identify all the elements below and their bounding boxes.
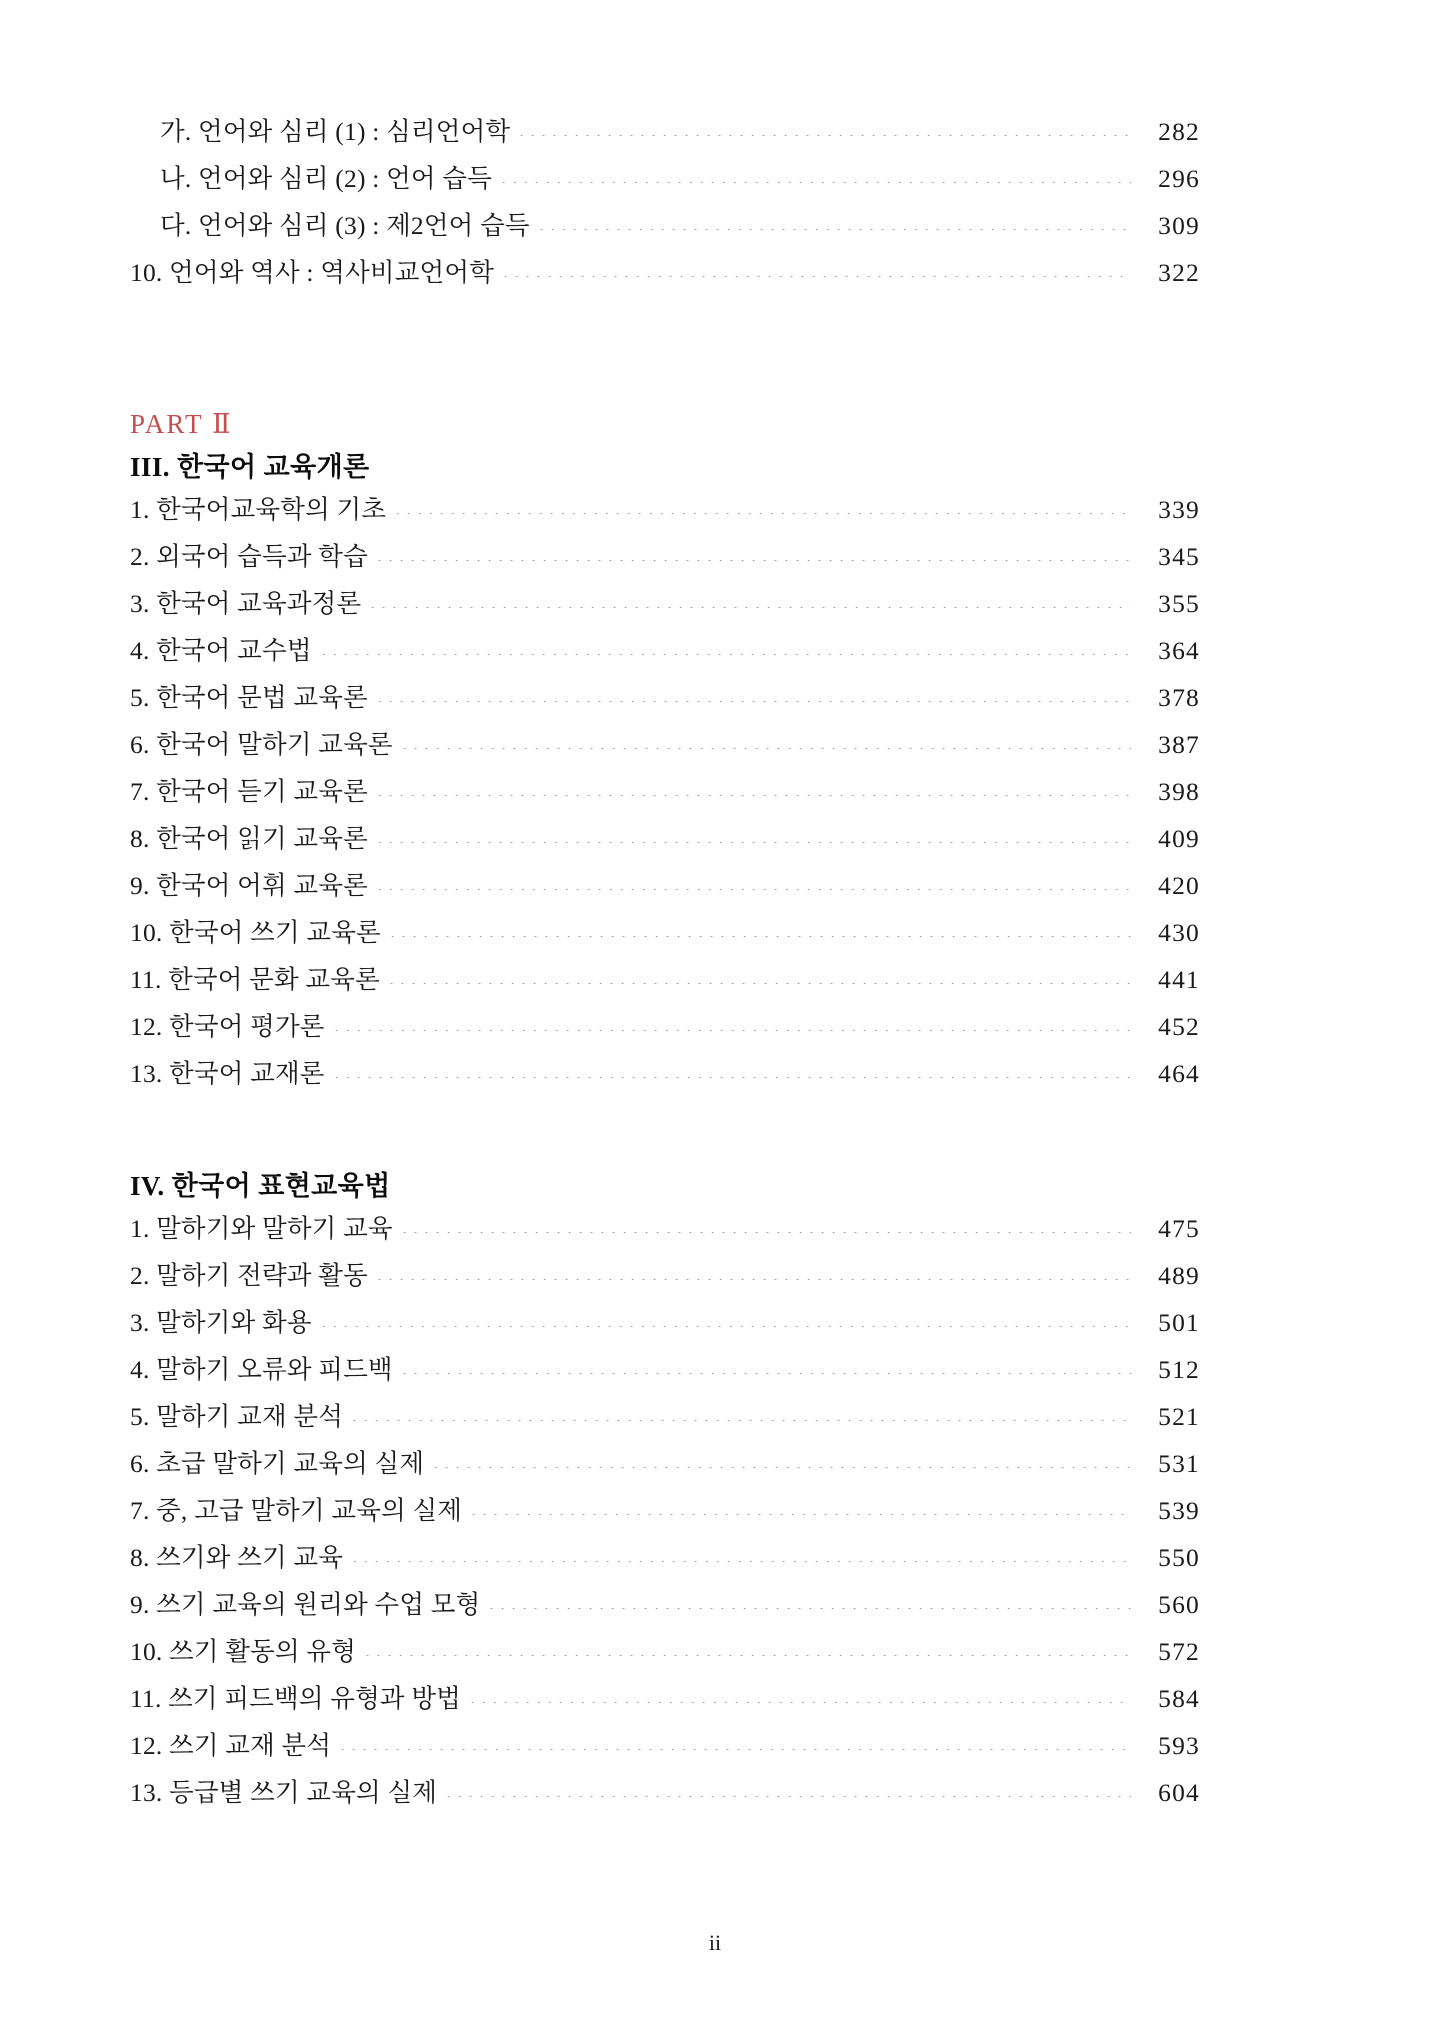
toc-entry-page-number: 550 — [1158, 1543, 1200, 1572]
toc-entry[interactable] — [130, 960, 1200, 1007]
toc-entry[interactable] — [130, 1350, 1200, 1397]
toc-entry-page-number: 387 — [1158, 730, 1200, 759]
toc-entry-label: 12. 쓰기 교재 분석 — [130, 1731, 332, 1760]
dot-leader — [378, 1279, 1131, 1280]
toc-entry-page-number: 339 — [1158, 495, 1200, 524]
toc-entry[interactable] — [130, 1632, 1200, 1679]
toc-entry-page-number: 489 — [1158, 1261, 1200, 1290]
toc-entry[interactable] — [130, 913, 1200, 960]
toc-entry[interactable] — [130, 112, 1200, 159]
toc-entry-page-number: 539 — [1158, 1496, 1200, 1525]
dot-leader — [378, 842, 1131, 843]
toc-entry-page-number: 531 — [1158, 1449, 1200, 1478]
toc-entry-label: 5. 한국어 문법 교육론 — [130, 683, 368, 712]
dot-leader — [371, 607, 1131, 608]
section-heading: III. 한국어 교육개론 — [130, 452, 370, 482]
toc-entry[interactable] — [130, 1538, 1200, 1585]
toc-entry[interactable] — [130, 1397, 1200, 1444]
dot-leader — [378, 795, 1131, 796]
toc-entry[interactable] — [130, 584, 1200, 631]
toc-entry[interactable] — [130, 1256, 1200, 1303]
toc-entry[interactable] — [130, 1585, 1200, 1632]
toc-entry[interactable] — [130, 1007, 1200, 1054]
toc-entry-page-number: 355 — [1158, 589, 1200, 618]
toc-entry-label: 10. 언어와 역사 : 역사비교언어학 — [130, 258, 495, 287]
toc-entry-page-number: 572 — [1158, 1637, 1200, 1666]
toc-entry-page-number: 409 — [1158, 824, 1200, 853]
toc-entry-page-number: 345 — [1158, 542, 1200, 571]
dot-leader — [366, 1655, 1131, 1656]
toc-entry-label: 9. 한국어 어휘 교육론 — [130, 871, 368, 900]
dot-leader — [540, 229, 1131, 230]
footer-page-number: ii — [708, 1930, 722, 1955]
toc-entry-label: 7. 중, 고급 말하기 교육의 실제 — [130, 1496, 463, 1525]
dot-leader — [472, 1514, 1131, 1515]
dot-leader — [335, 1030, 1131, 1031]
toc-entry-label: 나. 언어와 심리 (2) : 언어 습득 — [160, 164, 492, 193]
toc-entry-label: 3. 한국어 교육과정론 — [130, 589, 362, 618]
toc-entry-page-number: 604 — [1158, 1778, 1200, 1807]
toc-entry[interactable] — [130, 1209, 1200, 1256]
section-heading: IV. 한국어 표현교육법 — [130, 1171, 391, 1201]
toc-entry[interactable] — [130, 1491, 1200, 1538]
toc-entry-label: 13. 한국어 교재론 — [130, 1059, 325, 1088]
dot-leader — [353, 1420, 1131, 1421]
toc-entry-label: 2. 외국어 습득과 학습 — [130, 542, 368, 571]
toc-entry-label: 다. 언어와 심리 (3) : 제2언어 습득 — [160, 211, 530, 240]
top-margin-spacer — [130, 0, 1200, 112]
toc-entry[interactable] — [130, 866, 1200, 913]
toc-entry[interactable] — [130, 631, 1200, 678]
toc-entry-page-number: 452 — [1158, 1012, 1200, 1041]
toc-entry-label: 가. 언어와 심리 (1) : 심리언어학 — [160, 117, 511, 146]
toc-entry[interactable] — [130, 1303, 1200, 1350]
dot-leader — [520, 135, 1131, 136]
toc-entry-page-number: 322 — [1158, 258, 1200, 287]
toc-group-continuation — [130, 112, 1200, 300]
dot-leader — [391, 936, 1131, 937]
toc-entry-label: 11. 한국어 문화 교육론 — [130, 965, 380, 994]
toc-entry[interactable] — [130, 1726, 1200, 1773]
toc-entry-page-number: 521 — [1158, 1402, 1200, 1431]
toc-entry[interactable] — [130, 725, 1200, 772]
toc-entry-label: 7. 한국어 듣기 교육론 — [130, 777, 368, 806]
dot-leader — [471, 1702, 1131, 1703]
toc-entry-label: 13. 등급별 쓰기 교육의 실제 — [130, 1778, 438, 1807]
toc-entry-page-number: 378 — [1158, 683, 1200, 712]
dot-leader — [335, 1077, 1131, 1078]
toc-entry[interactable] — [130, 819, 1200, 866]
dot-leader — [447, 1796, 1131, 1797]
toc-entry-page-number: 430 — [1158, 918, 1200, 947]
toc-entry-label: 6. 초급 말하기 교육의 실제 — [130, 1449, 425, 1478]
dot-leader — [434, 1467, 1131, 1468]
toc-entry-page-number: 584 — [1158, 1684, 1200, 1713]
toc-entry-label: 5. 말하기 교재 분석 — [130, 1402, 344, 1431]
dot-leader — [403, 748, 1131, 749]
toc-entry-page-number: 398 — [1158, 777, 1200, 806]
toc-entry[interactable] — [130, 537, 1200, 584]
toc-entry-label: 4. 한국어 교수법 — [130, 636, 312, 665]
toc-entry-label: 1. 한국어교육학의 기초 — [130, 495, 387, 524]
dot-leader — [341, 1749, 1131, 1750]
toc-entry-page-number: 560 — [1158, 1590, 1200, 1619]
part-label: PART Ⅱ — [130, 409, 233, 439]
toc-content — [130, 0, 1200, 1820]
toc-entry-label: 2. 말하기 전략과 활동 — [130, 1261, 368, 1290]
toc-entry[interactable] — [130, 206, 1200, 253]
dot-leader — [403, 1373, 1131, 1374]
toc-entry[interactable] — [130, 1444, 1200, 1491]
toc-entry-page-number: 282 — [1158, 117, 1200, 146]
toc-entry[interactable] — [130, 490, 1200, 537]
dot-leader — [378, 889, 1131, 890]
section-gap-spacer — [130, 1101, 1200, 1163]
toc-entry[interactable] — [130, 1679, 1200, 1726]
part-gap-spacer — [130, 300, 1200, 404]
toc-entry-label: 10. 쓰기 활동의 유형 — [130, 1637, 357, 1666]
toc-entry-label: 1. 말하기와 말하기 교육 — [130, 1214, 393, 1243]
toc-entry-label: 6. 한국어 말하기 교육론 — [130, 730, 393, 759]
toc-entry-page-number: 593 — [1158, 1731, 1200, 1760]
toc-entry-label: 9. 쓰기 교육의 원리와 수업 모형 — [130, 1590, 481, 1619]
toc-entry[interactable] — [130, 1773, 1200, 1820]
dot-leader — [322, 1326, 1131, 1327]
dot-leader — [322, 654, 1131, 655]
toc-entry-page-number: 464 — [1158, 1059, 1200, 1088]
toc-entry[interactable] — [130, 772, 1200, 819]
toc-entry-label: 4. 말하기 오류와 피드백 — [130, 1355, 393, 1384]
toc-entry-label: 3. 말하기와 화용 — [130, 1308, 312, 1337]
toc-entry-page-number: 501 — [1158, 1308, 1200, 1337]
toc-sections — [130, 444, 1200, 1820]
toc-entry-label: 10. 한국어 쓰기 교육론 — [130, 918, 381, 947]
dot-leader — [502, 182, 1131, 183]
toc-entry-label: 12. 한국어 평가론 — [130, 1012, 325, 1041]
dot-leader — [396, 513, 1131, 514]
toc-entry[interactable] — [130, 678, 1200, 725]
toc-entry-page-number: 512 — [1158, 1355, 1200, 1384]
dot-leader — [378, 560, 1131, 561]
toc-entry-page-number: 441 — [1158, 965, 1200, 994]
toc-entry[interactable] — [130, 253, 1200, 300]
dot-leader — [504, 276, 1131, 277]
toc-entry-page-number: 475 — [1158, 1214, 1200, 1243]
dot-leader — [353, 1561, 1131, 1562]
toc-entry-label: 8. 한국어 읽기 교육론 — [130, 824, 368, 853]
toc-entry[interactable] — [130, 1054, 1200, 1101]
toc-entry-page-number: 420 — [1158, 871, 1200, 900]
dot-leader — [390, 983, 1131, 984]
toc-entry-label: 11. 쓰기 피드백의 유형과 방법 — [130, 1684, 461, 1713]
toc-entry-page-number: 364 — [1158, 636, 1200, 665]
toc-entry[interactable] — [130, 159, 1200, 206]
toc-entry-page-number: 309 — [1158, 211, 1200, 240]
dot-leader — [490, 1608, 1131, 1609]
toc-entry-page-number: 296 — [1158, 164, 1200, 193]
dot-leader — [403, 1232, 1131, 1233]
dot-leader — [378, 701, 1131, 702]
toc-entry-label: 8. 쓰기와 쓰기 교육 — [130, 1543, 344, 1572]
